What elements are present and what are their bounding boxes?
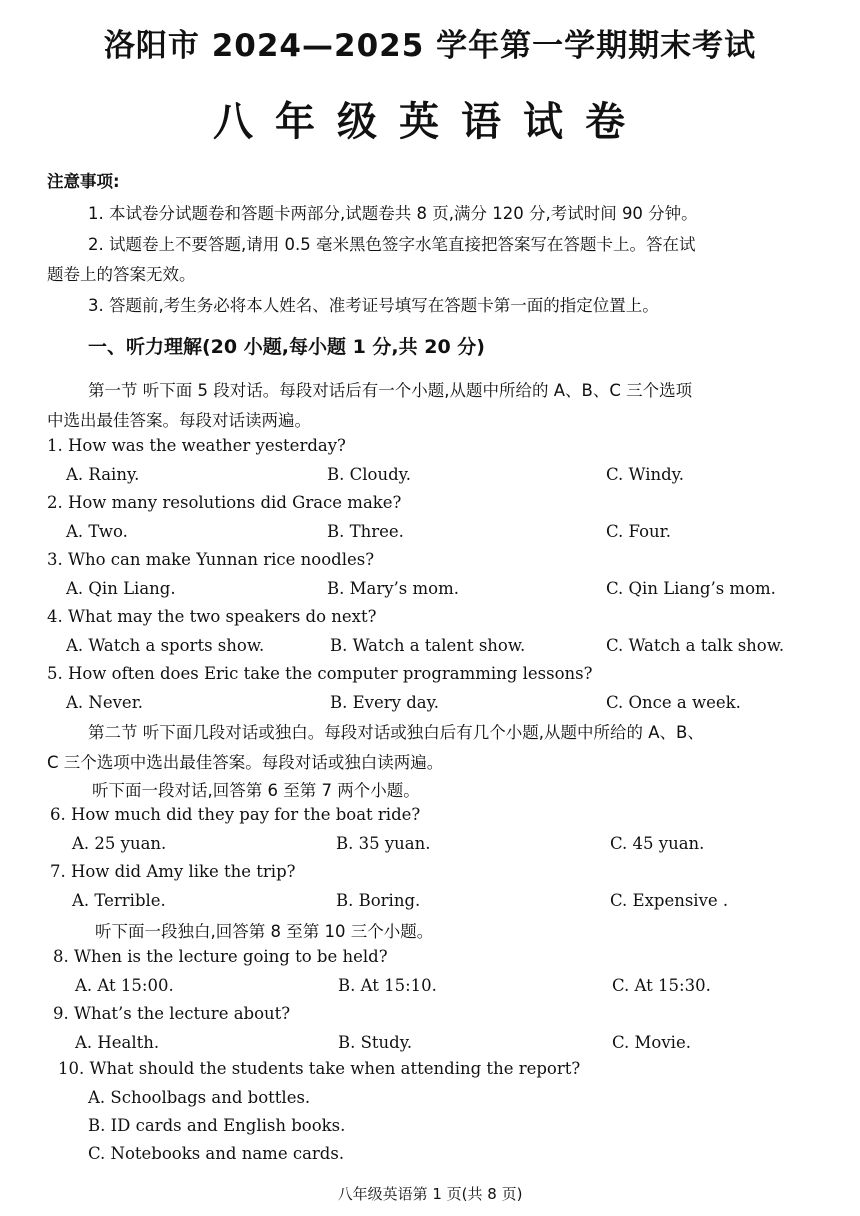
question-3-option-c: C. Qin Liang’s mom.: [606, 579, 776, 598]
question-10: 10. What should the students take when attending the report?: [58, 1059, 581, 1078]
question-8-option-c: C. At 15:30.: [612, 976, 711, 995]
part1-heading: 一、听力理解(20 小题,每小题 1 分,共 20 分): [88, 336, 485, 358]
notice-item-2: 2. 试题卷上不要答题,请用 0.5 毫米黑色签字水笔直接把答案写在答题卡上。答在试: [88, 235, 696, 254]
instruction-q6-q7: 听下面一段对话,回答第 6 至第 7 两个小题。: [92, 781, 420, 800]
question-1: 1. How was the weather yesterday?: [47, 436, 346, 455]
question-10-option-b: B. ID cards and English books.: [88, 1116, 346, 1135]
instruction-q8-q10: 听下面一段独白,回答第 8 至第 10 三个小题。: [95, 922, 434, 941]
question-7: 7. How did Amy like the trip?: [50, 862, 296, 881]
question-4-option-b: B. Watch a talent show.: [330, 636, 526, 655]
question-2-option-b: B. Three.: [327, 522, 404, 541]
question-6: 6. How much did they pay for the boat ride?: [50, 805, 421, 824]
question-4-option-c: C. Watch a talk show.: [606, 636, 785, 655]
question-2-option-c: C. Four.: [606, 522, 671, 541]
section1-instructions-cont: 中选出最佳答案。每段对话读两遍。: [47, 411, 311, 430]
question-2: 2. How many resolutions did Grace make?: [47, 493, 402, 512]
question-6-option-c: C. 45 yuan.: [610, 834, 705, 853]
question-6-option-a: A. 25 yuan.: [72, 834, 167, 853]
question-5: 5. How often does Eric take the computer programming lessons?: [47, 664, 593, 683]
question-8-option-a: A. At 15:00.: [75, 976, 174, 995]
question-7-option-c: C. Expensive .: [610, 891, 729, 910]
question-7-option-a: A. Terrible.: [72, 891, 166, 910]
question-5-option-c: C. Once a week.: [606, 693, 741, 712]
question-3-option-a: A. Qin Liang.: [66, 579, 176, 598]
question-1-option-b: B. Cloudy.: [327, 465, 412, 484]
question-8-option-b: B. At 15:10.: [338, 976, 437, 995]
notice-item-3: 3. 答题前,考生务必将本人姓名、准考证号填写在答题卡第一面的指定位置上。: [88, 296, 659, 315]
notice-item-1: 1. 本试卷分试题卷和答题卡两部分,试题卷共 8 页,满分 120 分,考试时间 90 分钟。: [88, 204, 698, 223]
question-10-option-a: A. Schoolbags and bottles.: [88, 1088, 311, 1107]
question-5-option-b: B. Every day.: [330, 693, 439, 712]
question-5-option-a: A. Never.: [66, 693, 144, 712]
question-1-option-c: C. Windy.: [606, 465, 685, 484]
question-4: 4. What may the two speakers do next?: [47, 607, 377, 626]
question-1-option-a: A. Rainy.: [66, 465, 140, 484]
question-8: 8. When is the lecture going to be held?: [53, 947, 388, 966]
question-3: 3. Who can make Yunnan rice noodles?: [47, 550, 375, 569]
question-9: 9. What’s the lecture about?: [53, 1004, 291, 1023]
question-10-option-c: C. Notebooks and name cards.: [88, 1144, 345, 1163]
page-footer: 八年级英语第 1 页(共 8 页): [337, 1185, 523, 1203]
question-6-option-b: B. 35 yuan.: [336, 834, 431, 853]
question-9-option-c: C. Movie.: [612, 1033, 691, 1052]
question-3-option-b: B. Mary’s mom.: [327, 579, 459, 598]
question-9-option-b: B. Study.: [338, 1033, 413, 1052]
question-7-option-b: B. Boring.: [336, 891, 421, 910]
notice-heading: 注意事项:: [47, 172, 120, 191]
exam-title: 洛阳市 2024—2025 学年第一学期期末考试: [103, 28, 757, 64]
question-4-option-a: A. Watch a sports show.: [66, 636, 265, 655]
question-2-option-a: A. Two.: [66, 522, 128, 541]
exam-subtitle: 八年级英语试卷: [213, 99, 647, 145]
section1-instructions: 第一节 听下面 5 段对话。每段对话后有一个小题,从题中所给的 A、B、C 三个选项: [88, 381, 693, 400]
section2-instructions: 第二节 听下面几段对话或独白。每段对话或独白后有几个小题,从题中所给的 A、B、: [88, 723, 704, 742]
section2-instructions-cont: C 三个选项中选出最佳答案。每段对话或独白读两遍。: [47, 753, 444, 772]
notice-item-2-cont: 题卷上的答案无效。: [47, 265, 196, 284]
question-9-option-a: A. Health.: [75, 1033, 160, 1052]
